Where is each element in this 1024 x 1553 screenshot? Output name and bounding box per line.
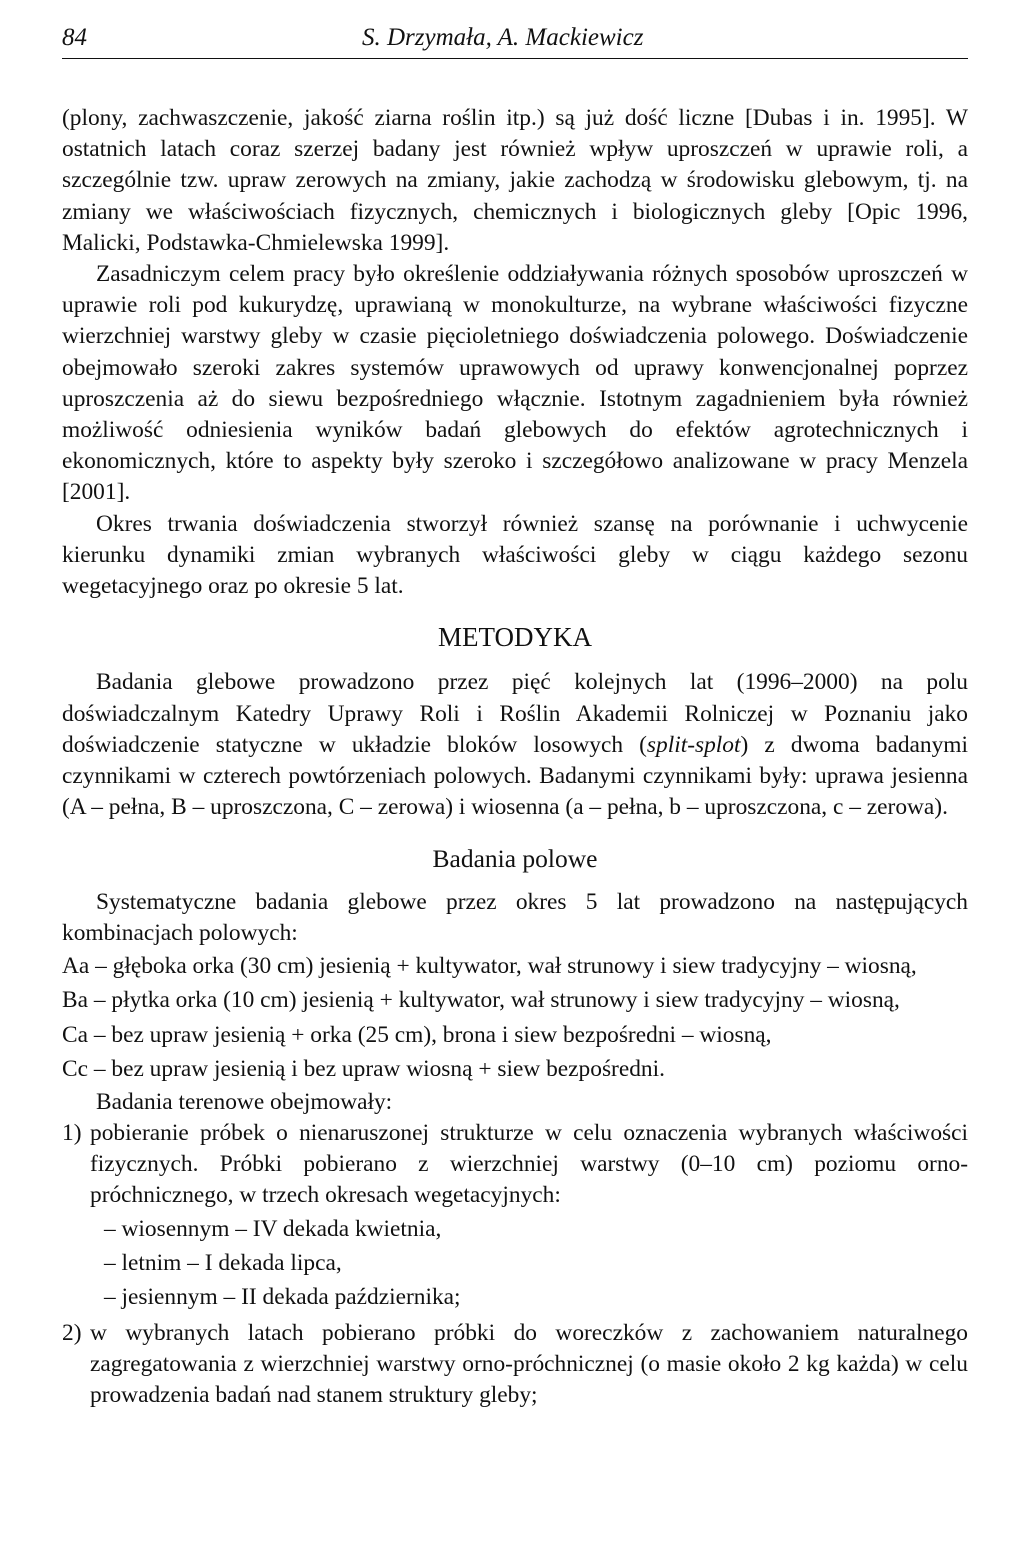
intro-paragraph-3: Okres trwania doświadczenia stworzył również szansę na porównanie i uchwycenie kierunku dynamiki zmian wybranych właściwości gleby w ciągu każdego sezonu wegetacyjnego oraz po okresie 5 lat. — [62, 510, 968, 600]
item-number: 1) — [62, 1119, 82, 1146]
combo-item: Ba – płytka orka (10 cm) jesienią + kultywator, wał strunowy i siew tradycyjny – wiosną, — [62, 987, 900, 1014]
item-text: pobieranie próbek o nienaruszonej strukturze w celu oznaczenia wybranych właściwości fizycznych. Próbki pobierano z wierzchniej warstwy (0–10 cm) poziomu orno-próchnicznego, w trzech okresach wegetacyjnych: — [90, 1119, 968, 1209]
metodyka-text-1: Badania glebowe prowadzono przez pięć kolejnych lat (1996–2000) na polu doświadczalnym Katedry Uprawy Roli i Roślin Akademii Rolniczej w Poznaniu jako doświadczenie statyczne w układzie bloków losowych ( — [62, 669, 968, 758]
page — [62, 24, 968, 1411]
page-number: 84 — [62, 24, 87, 51]
numbered-item-2 — [62, 1318, 968, 1412]
item-text: w wybranych latach pobierano próbki do woreczków z zachowaniem naturalnego zagregatowania z wierzchniej warstwy orno-próchnicznej (o masie około 2 kg każda) w celu prowadzenia badań nad stanem struktury gleby; — [90, 1319, 968, 1408]
section-title-badania-polowe: Badania polowe — [432, 844, 598, 874]
metodyka-text-2: ) z dwoma badanymi czynnikami w czterech powtórzeniach polowych. Badanymi czynnikami były: uprawa jesienna (A – pełna, B – uproszczona, C – zerowa) i wiosenna (a – pełna, b – uproszczona, c – zerowa). — [62, 731, 969, 821]
numbered-item-1 — [62, 1118, 968, 1212]
combo-item: Cc – bez upraw jesienią i bez upraw wiosną + siew bezpośredni. — [62, 1056, 665, 1083]
intro-paragraph-1: (plony, zachwaszczenie, jakość ziarna roślin itp.) są już dość liczne [Dubas i in. 1995]. W ostatnich latach coraz szerzej badany jest również wpływ uproszczeń w uprawie roli, a szczególnie tzw. upraw zerowych na zmiany, jakie zachodzą w środowisku glebowym, tj. na zmiany we właściwościach fizycznych, chemicznych i biologicznych gleby [Opic 1996, Malicki, Podstawka-Chmielewska 1999]. — [62, 105, 968, 256]
combos-intro: Systematyczne badania glebowe przez okres 5 lat prowadzono na następujących kombinacjach polowych: — [62, 888, 968, 946]
period-item: – letnim – I dekada lipca, — [104, 1249, 342, 1276]
page-body — [62, 103, 968, 1411]
combo-item: Ca – bez upraw jesienią + orka (25 cm), brona i siew bezpośredni – wiosną, — [62, 1021, 772, 1048]
running-head: S. Drzymała, A. Mackiewicz — [362, 24, 644, 51]
field-research-intro: Badania terenowe obejmowały: — [96, 1088, 393, 1115]
page-header — [62, 24, 968, 59]
period-item: – wiosennym – IV dekada kwietnia, — [104, 1215, 442, 1242]
period-item: – jesiennym – II dekada października; — [104, 1283, 461, 1310]
section-title-metodyka: METODYKA — [438, 622, 592, 653]
item-number: 2) — [62, 1319, 82, 1346]
metodyka-paragraph — [62, 667, 968, 823]
metodyka-italic-term: split-splot — [646, 731, 741, 758]
combo-item: Aa – głęboka orka (30 cm) jesienią + kultywator, wał strunowy i siew tradycyjny – wiosną, — [62, 953, 917, 980]
intro-paragraph-2: Zasadniczym celem pracy było określenie oddziaływania różnych sposobów uproszczeń w uprawie roli pod kukurydzę, uprawianą w monokulturze, na wybrane właściwości fizyczne wierzchniej warstwy gleby w czasie pięcioletniego doświadczenia polowego. Doświadczenie obejmowało szeroki zakres systemów uprawowych od uprawy konwencjonalnej poprzez uproszczenia aż do siewu bezpośredniego włącznie. Istotnym zagadnieniem była również możliwość odniesienia wyników badań glebowych do efektów agrotechnicznych i ekonomicznych, które to aspekty były szeroko i szczegółowo analizowane w pracy Menzela [2001]. — [62, 261, 968, 506]
